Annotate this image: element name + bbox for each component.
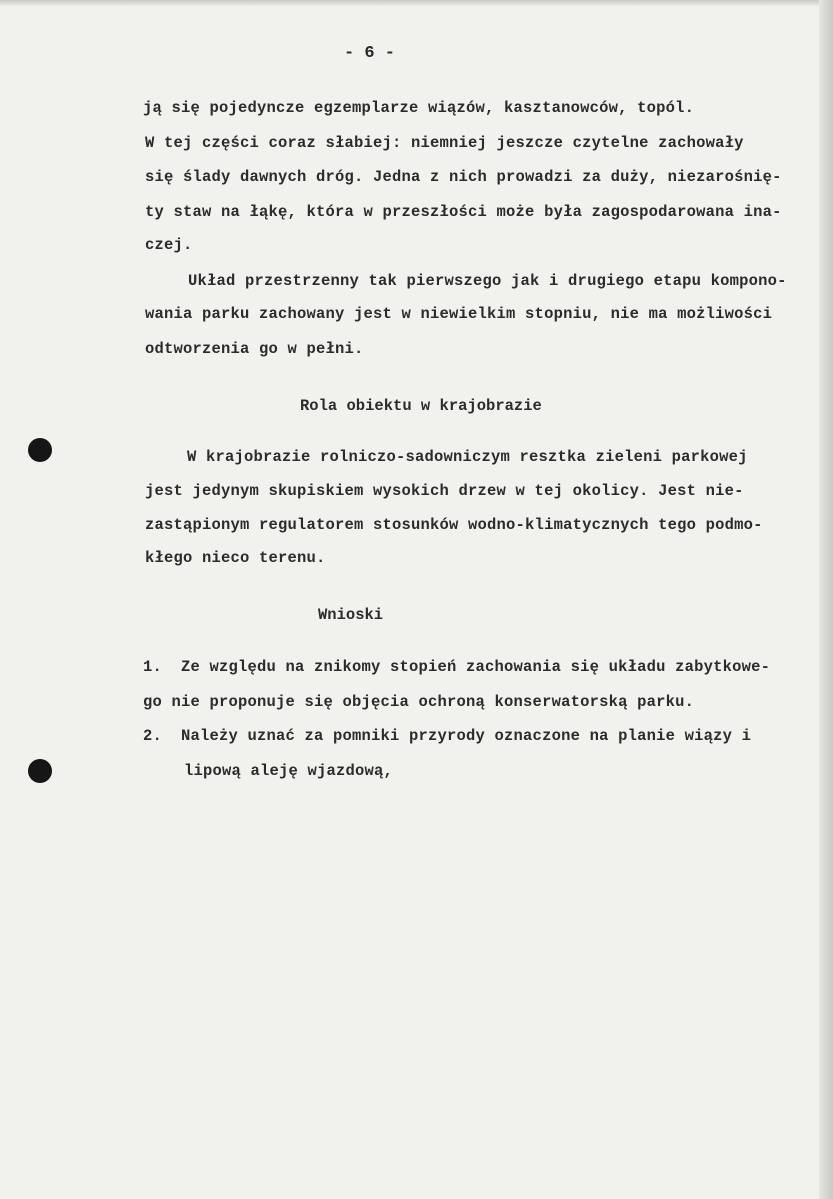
conclusion-line: 1. Ze względu na znikomy stopień zachowania się układu zabytkowe- <box>143 658 771 676</box>
paragraph1-line: W tej części coraz słabiej: niemniej jeszcze czytelne zachowały <box>145 134 744 152</box>
paragraph1-line: się ślady dawnych dróg. Jedna z nich prowadzi za duży, niezarośnię- <box>145 168 782 186</box>
conclusion-line: 2. Należy uznać za pomniki przyrody oznaczone na planie wiązy i <box>143 727 752 745</box>
paragraph1-line: czej. <box>145 236 193 254</box>
conclusion-line: go nie proponuje się objęcia ochroną konserwatorską parku. <box>143 693 695 711</box>
section-heading-conclusions: Wnioski <box>318 606 384 624</box>
punch-hole-upper <box>28 438 52 462</box>
page-top-edge <box>0 0 833 6</box>
paragraph3-line: zastąpionym regulatorem stosunków wodno-klimatycznych tego podmo- <box>145 516 763 534</box>
punch-hole-lower <box>28 759 52 783</box>
conclusion-line: lipową aleję wjazdową, <box>184 762 394 780</box>
paragraph3-line: jest jedynym skupiskiem wysokich drzew w tej okolicy. Jest nie- <box>145 482 744 500</box>
paragraph3-line: kłego nieco terenu. <box>145 549 326 567</box>
paragraph2-line: odtworzenia go w pełni. <box>145 340 364 358</box>
page-right-edge <box>819 0 833 1199</box>
paragraph1-line: ją się pojedyncze egzemplarze wiązów, kasztanowców, topól. <box>143 99 695 117</box>
paragraph2-line: wania parku zachowany jest w niewielkim stopniu, nie ma możliwości <box>145 305 773 323</box>
paragraph3-line: W krajobrazie rolniczo-sadowniczym resztka zieleni parkowej <box>187 448 748 466</box>
section-heading-role: Rola obiektu w krajobrazie <box>300 397 542 415</box>
page-number: - 6 - <box>344 44 396 63</box>
paragraph2-line: Układ przestrzenny tak pierwszego jak i drugiego etapu kompono- <box>188 272 787 290</box>
paragraph1-line: ty staw na łąkę, która w przeszłości może była zagospodarowana ina- <box>145 203 782 221</box>
